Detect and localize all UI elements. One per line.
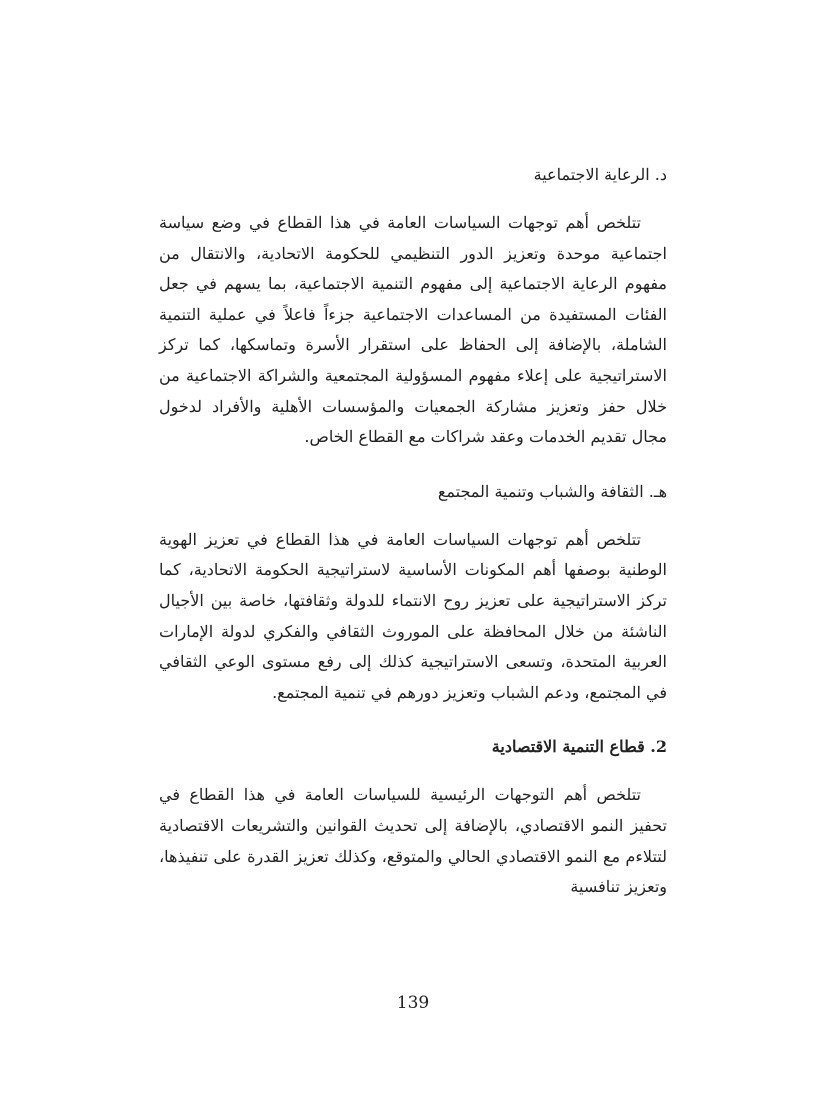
page-number: 139 <box>396 993 430 1013</box>
heading-economic-development: 2. قطاع التنمية الاقتصادية <box>491 737 667 757</box>
heading-social-welfare: د. الرعاية الاجتماعية <box>533 165 667 184</box>
paragraph-culture-youth: تتلخص أهم توجهات السياسات العامة في هذا القطاع في تعزيز الهوية الوطنية بوصفها أهم المكونات الأساسية لاستراتيجية الحكومة الاتحادية، كما تركز الاستراتيجية على تعزيز روح الانتماء للدولة وثقافتها، خاصة بين الأجيال الناشئة من خلال المحافظة على الموروث الثقافي والفكري لدولة الإمارات العربية المتحدة، وتسعى الاستراتيجية كذلك إلى رفع مستوى الوعي الثقافي في المجتمع، ودعم الشباب وتعزيز دورهم في تنمية المجتمع. <box>159 529 667 702</box>
paragraph-economic-development: تتلخص أهم التوجهات الرئيسية للسياسات العامة في هذا القطاع في تحفيز النمو الاقتصادي، بالإضافة إلى تحديث القوانين والتشريعات الاقتصادية لتتلاءم مع النمو الاقتصادي الحالي والمتوقع، وكذلك تعزيز القدرة على تنفيذها، وتعزيز تنافسية <box>159 785 667 897</box>
page-body <box>159 160 667 903</box>
heading-culture-youth: هـ. الثقافة والشباب وتنمية المجتمع <box>437 481 667 501</box>
paragraph-social-welfare: تتلخص أهم توجهات السياسات العامة في هذا القطاع في وضع سياسة اجتماعية موحدة وتعزيز الدور التنظيمي للحكومة الاتحادية، والانتقال من مفهوم الرعاية الاجتماعية إلى مفهوم التنمية الاجتماعية، بما يسهم في جعل الفئات المستفيدة من المساعدات الاجتماعية جزءاً فاعلاً في عملية التنمية الشاملة، بالإضافة إلى الحفاظ على استقرار الأسرة وتماسكها، كما تركز الاستراتيجية على إعلاء مفهوم المسؤولية المجتمعية والشراكة الاجتماعية من خلال حفز وتعزيز مشاركة الجمعيات والمؤسسات الأهلية والأفراد لدخول مجال تقديم الخدمات وعقد شراكات مع القطاع الخاص. <box>159 213 667 447</box>
